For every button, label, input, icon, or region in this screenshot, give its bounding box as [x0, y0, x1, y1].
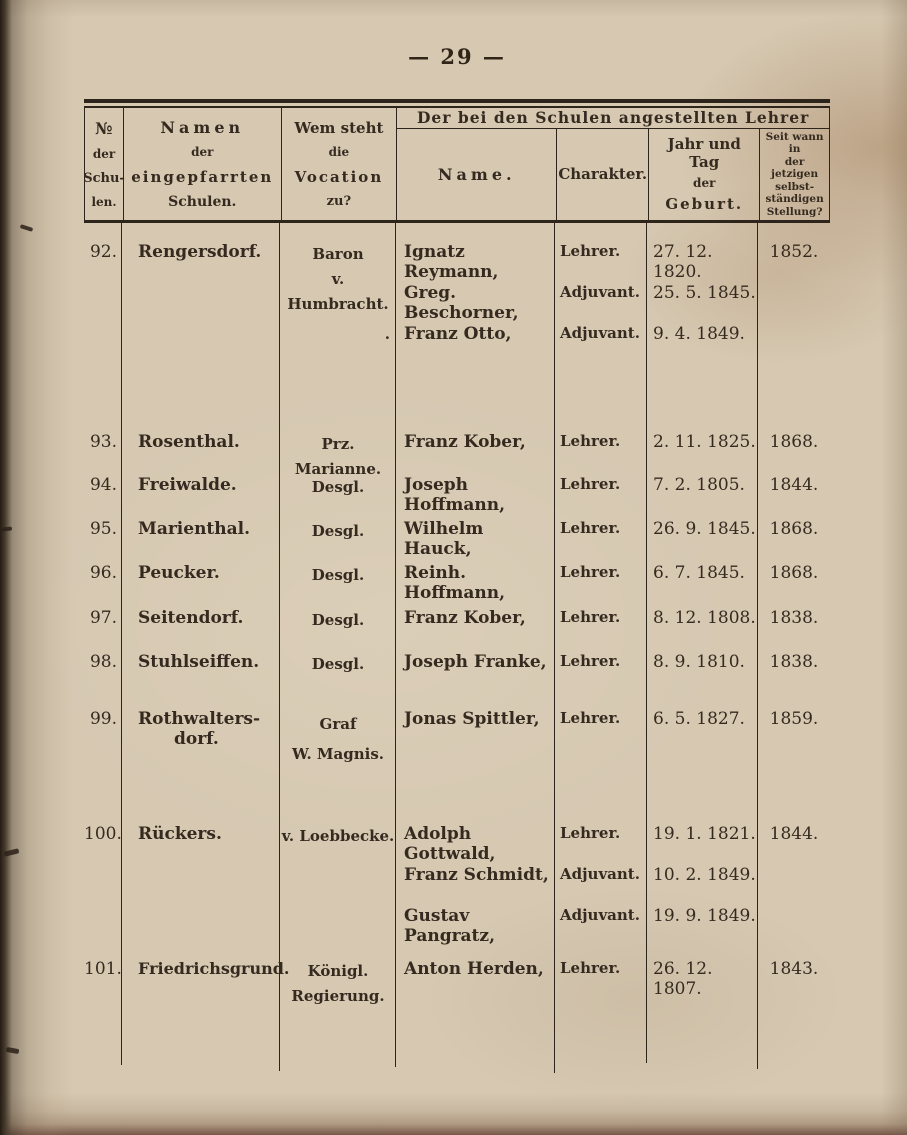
teacher-name: Franz Otto,: [404, 324, 512, 344]
vocation: Baron v. Humbracht. .: [280, 242, 396, 317]
birth-date: 6. 7. 1845.: [653, 563, 745, 583]
school-name: Rothwalters- dorf.: [138, 709, 261, 749]
since-year: 1844.: [769, 475, 819, 495]
since-year: 1838.: [769, 608, 819, 628]
since-year: 1868.: [769, 432, 819, 452]
birth-date: 26. 9. 1845.: [653, 519, 756, 539]
teacher-name: Wilhelm Hauck,: [404, 519, 484, 559]
teacher-name: Franz Schmidt,: [404, 865, 549, 885]
teacher-name: Franz Kober,: [404, 608, 526, 628]
header-vocation: Wem steht die Vocation zu?: [281, 108, 397, 220]
vocation: Graf W. Magnis.: [291, 715, 385, 763]
binding-stitch: [2, 526, 12, 531]
header-teachers-caption: Der bei den Schulen angestellten Lehrer: [397, 108, 829, 129]
binding-stitch: [6, 1047, 20, 1054]
teacher-name: Reinh. Hoffmann,: [404, 563, 505, 603]
header-school-number: № der Schu- len.: [83, 119, 125, 209]
vocation: v. Loebbecke.: [281, 827, 395, 845]
table-header: [84, 108, 830, 223]
teacher-role: Lehrer.: [560, 563, 621, 581]
since-year: 1868.: [769, 519, 819, 539]
teacher-role: Adjuvant.: [560, 324, 640, 342]
birth-date: 8. 12. 1808.: [653, 608, 756, 628]
vocation: Königl. Regierung.: [291, 962, 385, 1005]
school-number: 98.: [89, 652, 117, 672]
birth-date: 27. 12. 1820.: [653, 242, 713, 282]
teacher-names: [396, 824, 555, 947]
teacher-roles: [555, 242, 647, 365]
school-number: 95.: [89, 519, 117, 539]
teacher-role: Lehrer.: [560, 242, 621, 260]
teacher-role: Lehrer.: [560, 608, 621, 626]
table-row: [84, 608, 830, 633]
header-teacher-name: Name.: [437, 164, 516, 184]
since-year: 1843.: [769, 959, 819, 979]
birth-date: 25. 5. 1845.: [653, 283, 756, 303]
vocation: Desgl.: [311, 478, 365, 496]
school-number: 97.: [89, 608, 117, 628]
table-row: [84, 959, 830, 1009]
birth-date: 6. 5. 1827.: [653, 709, 745, 729]
teacher-role: Lehrer.: [560, 475, 621, 493]
birth-date: 7. 2. 1805.: [653, 475, 745, 495]
school-name: Peucker.: [138, 563, 220, 583]
since-year: 1859.: [769, 709, 819, 729]
birth-date: 19. 1. 1821.: [653, 824, 756, 844]
since-year: 1852.: [769, 242, 819, 262]
school-name: Seitendorf.: [138, 608, 244, 628]
teacher-names: [396, 242, 555, 365]
teacher-name: Joseph Hoffmann,: [404, 475, 505, 515]
table-row: [84, 519, 830, 559]
print-mark: .: [384, 325, 390, 343]
school-number: 100.: [84, 824, 122, 844]
teacher-name: Adolph Gottwald,: [404, 824, 496, 864]
teacher-role: Adjuvant.: [560, 865, 640, 883]
binding-stitch: [4, 848, 20, 856]
table-row: [84, 824, 830, 947]
teacher-roles: [555, 824, 647, 947]
school-number: 92.: [89, 242, 117, 262]
teacher-role: Lehrer.: [560, 432, 621, 450]
teacher-name: Joseph Franke,: [404, 652, 547, 672]
birth-date: 26. 12. 1807.: [653, 959, 713, 999]
school-number: 93.: [89, 432, 117, 452]
vocation: Desgl.: [311, 611, 365, 629]
vocation: Desgl.: [311, 655, 365, 673]
school-register-table: [84, 99, 830, 1075]
teacher-name: Gustav Pangratz,: [404, 906, 495, 946]
teacher-role: Lehrer.: [560, 519, 621, 537]
teacher-role: Lehrer.: [560, 709, 621, 727]
vocation: Prz. Marianne.: [294, 435, 382, 478]
binding-stitch: [20, 224, 34, 232]
teacher-role: Lehrer.: [560, 959, 621, 977]
table-row: [84, 242, 830, 365]
school-number: 99.: [89, 709, 117, 729]
vocation: Desgl.: [311, 522, 365, 540]
teacher-name: Greg. Beschorner,: [404, 283, 519, 323]
table-row: [84, 652, 830, 677]
header-since: Seit wann in der jetzigen selbst- ständigen Stellung?: [759, 129, 829, 221]
school-name: Rückers.: [138, 824, 222, 844]
teacher-role: Adjuvant.: [560, 283, 640, 301]
school-name: Rosenthal.: [138, 432, 240, 452]
school-name: Friedrichsgrund.: [138, 959, 290, 978]
birth-dates: [647, 824, 758, 947]
header-charakter: Charakter.: [556, 129, 648, 221]
teacher-role: Adjuvant.: [560, 906, 640, 924]
table-row: [84, 475, 830, 515]
school-number: 101.: [84, 959, 122, 979]
table-body: [84, 223, 830, 1075]
header-birth: Jahr und Tag der Geburt.: [648, 129, 759, 221]
school-number: 96.: [89, 563, 117, 583]
birth-date: 19. 9. 1849.: [653, 906, 756, 926]
teacher-name: Jonas Spittler,: [404, 709, 540, 729]
since-year: 1838.: [769, 652, 819, 672]
birth-date: 8. 9. 1810.: [653, 652, 745, 672]
page-number: — 29 —: [408, 44, 506, 69]
table-row: [84, 563, 830, 603]
header-school-names: Namen der eingepfarrten Schulen.: [123, 108, 281, 220]
birth-date: 2. 11. 1825.: [653, 432, 756, 452]
school-number: 94.: [89, 475, 117, 495]
birth-dates: [647, 242, 758, 365]
header-teachers-group: [396, 108, 829, 220]
since-year: 1868.: [769, 563, 819, 583]
school-name: Stuhlseiffen.: [138, 652, 260, 672]
double-top-rule: [84, 99, 830, 108]
teacher-name: Anton Herden,: [404, 959, 544, 979]
teacher-role: Lehrer.: [560, 652, 621, 670]
since-year: 1844.: [769, 824, 819, 844]
teacher-role: Lehrer.: [560, 824, 621, 842]
birth-date: 9. 4. 1849.: [653, 324, 745, 344]
table-row: [84, 709, 830, 769]
birth-date: 10. 2. 1849.: [653, 865, 756, 885]
vocation: Desgl.: [311, 566, 365, 584]
teacher-name: Franz Kober,: [404, 432, 526, 452]
school-name: Rengersdorf.: [138, 242, 262, 262]
school-name: Marienthal.: [138, 519, 251, 539]
school-name: Freiwalde.: [138, 475, 237, 495]
teacher-name: Ignatz Reymann,: [404, 242, 499, 282]
